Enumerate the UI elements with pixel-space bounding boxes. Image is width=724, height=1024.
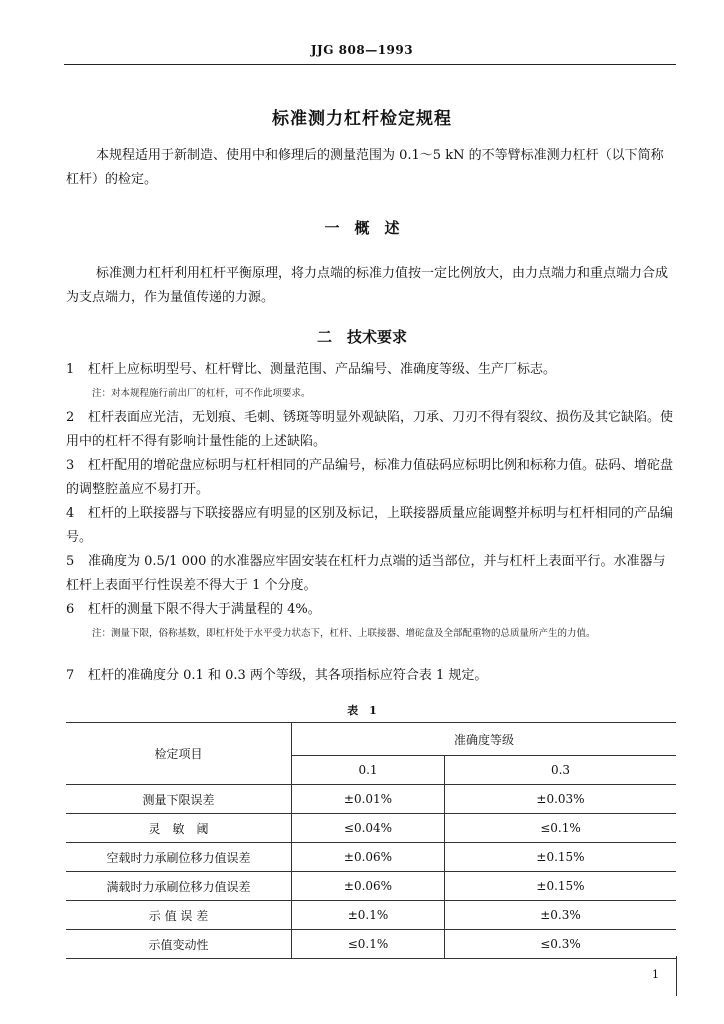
requirement-note: 注：测量下限，俗称基数，即杠杆处于水平受力状态下，杠杆、上联接器、增砣盘及全部配重物的总质量所产生的力值。 [92, 628, 596, 639]
value-cell: ±0.15% [445, 843, 677, 872]
table-row [66, 843, 676, 872]
requirement-number: 1 [66, 362, 75, 377]
requirement-number: 3 [66, 458, 75, 473]
page-edge-rule [676, 956, 677, 996]
value-cell: ±0.01% [292, 785, 445, 814]
item-cell: 灵 敏 阈 [66, 814, 292, 843]
overview-paragraph: 标准测力杠杆利用杠杆平衡原理，将力点端的标准力值按一定比例放大，由力点端力和重点端力合成为支点端力，作为量值传递的力源。 [66, 266, 669, 305]
requirement-text: 杠杆的测量下限不得大于满量程的 4%。 [88, 602, 321, 617]
section-heading-technical-requirements: 二 技术要求 [316, 328, 407, 346]
grade-cell: 0.3 [445, 756, 677, 785]
requirement-item [66, 406, 678, 454]
item-cell: 空载时力承刷位移力值误差 [66, 843, 292, 872]
value-cell: ±0.1% [292, 901, 445, 930]
document-title: 标准测力杠杆检定规程 [272, 109, 452, 129]
requirement-text: 杠杆上应标明型号、杠杆臂比、测量范围、产品编号、准确度等级、生产厂标志。 [88, 362, 557, 377]
value-cell: ±0.15% [445, 872, 677, 901]
requirement-item [66, 664, 678, 688]
table-row [66, 930, 676, 959]
value-cell: ±0.03% [445, 785, 677, 814]
requirement-text: 杠杆配用的增砣盘应标明与杠杆相同的产品编号，标准力值砝码应标明比例和标称力值。砝码、增砣盘的调整腔盖应不易打开。 [66, 458, 674, 497]
section-heading-overview: 一 概 述 [324, 219, 400, 237]
requirement-text: 杠杆的上联接器与下联接器应有明显的区别及标记，上联接器质量应能调整并标明与杠杆相同的产品编号。 [66, 506, 674, 545]
item-cell: 满载时力承刷位移力值误差 [66, 872, 292, 901]
requirement-note: 注：对本规程施行前出厂的杠杆，可不作此项要求。 [92, 388, 311, 399]
grade-cell: 0.1 [292, 756, 445, 785]
requirement-item [66, 358, 678, 382]
value-cell: ≤0.1% [445, 814, 677, 843]
table-row [66, 901, 676, 930]
value-cell: ±0.06% [292, 872, 445, 901]
requirement-item [66, 454, 678, 502]
table-row [66, 814, 676, 843]
table-header-row [66, 723, 676, 756]
verification-requirements-table [66, 722, 676, 959]
value-cell: ±0.06% [292, 843, 445, 872]
value-cell: ≤0.04% [292, 814, 445, 843]
value-cell: ≤0.3% [445, 930, 677, 959]
table-row [66, 872, 676, 901]
requirement-number: 2 [66, 410, 75, 425]
standard-code: JJG 808—1993 [310, 43, 414, 57]
requirement-item [66, 550, 678, 598]
item-cell: 示值变动性 [66, 930, 292, 959]
value-cell: ±0.3% [445, 901, 677, 930]
header-grade-cell: 准确度等级 [292, 723, 677, 756]
table-row [66, 785, 676, 814]
requirement-item [66, 502, 678, 550]
page-number: 1 [652, 968, 659, 981]
requirement-item [66, 598, 678, 622]
intro-paragraph: 本规程适用于新制造、使用中和修理后的测量范围为 0.1～5 kN 的不等臂标准测力杠杆（以下简称杠杆）的检定。 [66, 148, 664, 187]
item-cell: 示 值 误 差 [66, 901, 292, 930]
item-cell: 测量下限误差 [66, 785, 292, 814]
requirement-text: 准确度为 0.5/1 000 的水准器应牢固安装在杠杆力点端的适当部位，并与杠杆上表面平行。水准器与杠杆上表面平行性误差不得大于 1 个分度。 [66, 554, 666, 593]
requirement-number: 6 [66, 602, 75, 617]
requirement-number: 7 [66, 668, 75, 683]
requirement-number: 4 [66, 506, 75, 521]
value-cell: ≤0.1% [292, 930, 445, 959]
header-item-cell: 检定项目 [66, 723, 292, 785]
header-rule [64, 64, 676, 65]
requirement-number: 5 [66, 554, 75, 569]
requirement-text: 杠杆表面应光洁，无划痕、毛刺、锈斑等明显外观缺陷，刀承、刀刃不得有裂纹、损伤及其它缺陷。使用中的杠杆不得有影响计量性能的上述缺陷。 [66, 410, 674, 449]
requirement-text: 杠杆的准确度分 0.1 和 0.3 两个等级，其各项指标应符合表 1 规定。 [88, 668, 488, 683]
table-caption: 表 1 [347, 704, 377, 717]
